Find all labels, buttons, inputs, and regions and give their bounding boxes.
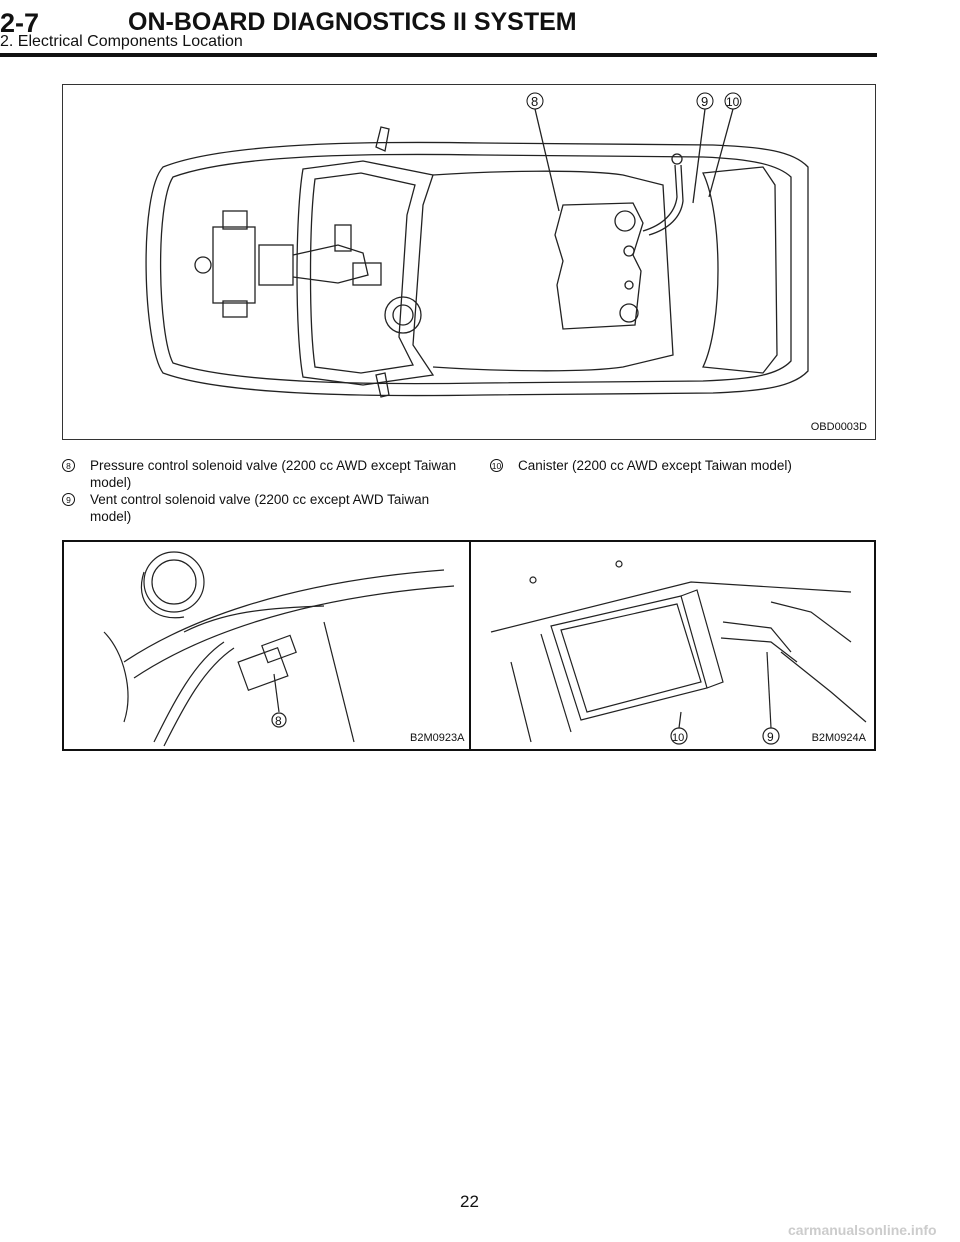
main-figure-code: OBD0003D bbox=[810, 421, 867, 433]
legend-item bbox=[62, 457, 457, 491]
photo-canister bbox=[471, 542, 876, 749]
vehicle-top-view-figure bbox=[62, 84, 876, 440]
page-title: ON-BOARD DIAGNOSTICS II SYSTEM bbox=[128, 8, 577, 36]
legend-right bbox=[490, 457, 870, 474]
photo2-callout-10: 10 bbox=[672, 732, 685, 744]
legend-item bbox=[62, 491, 457, 525]
vehicle-drawing bbox=[63, 85, 875, 439]
section-number: 2-7 bbox=[0, 8, 40, 38]
main-callout-8: 8 bbox=[531, 94, 539, 109]
legend-left bbox=[62, 457, 457, 525]
page-subtitle: 2. Electrical Components Location bbox=[0, 33, 243, 50]
photo2-code: B2M0924A bbox=[811, 732, 866, 744]
page-number: 22 bbox=[460, 1192, 479, 1211]
legend-item bbox=[490, 457, 870, 474]
photo-panel bbox=[62, 540, 876, 751]
header-rule bbox=[0, 53, 877, 57]
footer-watermark: carmanualsonline.info bbox=[788, 1222, 937, 1238]
main-callout-10: 10 bbox=[726, 95, 740, 109]
legend-number: 9 bbox=[62, 493, 75, 506]
photo2-callout-9: 9 bbox=[767, 730, 774, 744]
photo1-code: B2M0923A bbox=[410, 732, 465, 744]
legend-text: Pressure control solenoid valve (2200 cc AWD except Taiwan model) bbox=[90, 458, 457, 490]
photo1-callout-8: 8 bbox=[275, 714, 282, 728]
legend-text: Canister (2200 cc AWD except Taiwan model) bbox=[518, 458, 792, 473]
photo-pressure-valve bbox=[64, 542, 469, 749]
main-callout-9: 9 bbox=[701, 94, 709, 109]
legend-text: Vent control solenoid valve (2200 cc except AWD Taiwan model) bbox=[90, 492, 430, 524]
legend-number: 10 bbox=[491, 461, 502, 471]
legend-number: 8 bbox=[62, 459, 75, 472]
